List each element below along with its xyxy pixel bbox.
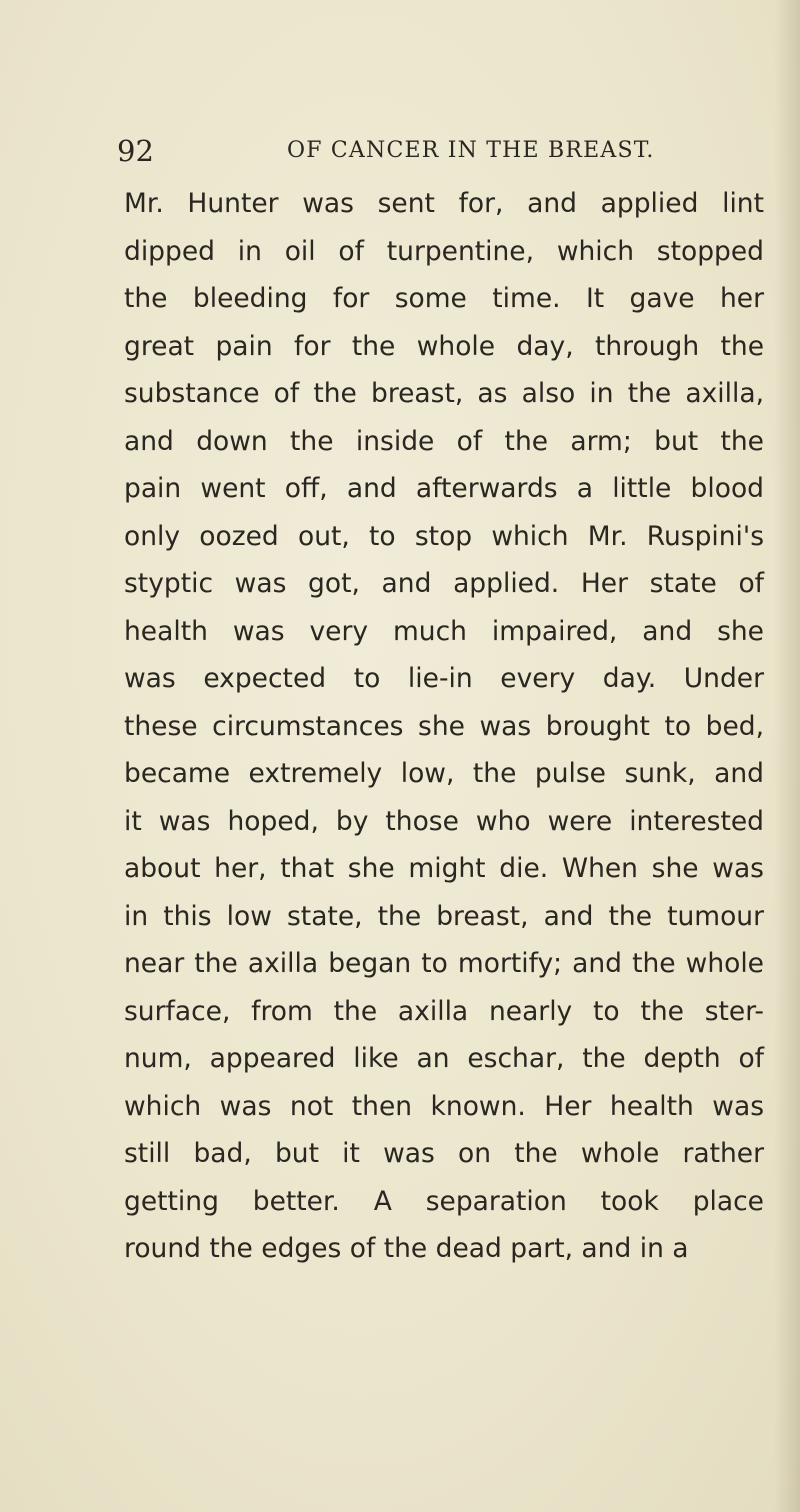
body-text	[124, 180, 764, 1273]
page-header	[115, 132, 675, 172]
text-line: health was very much impaired, and she	[124, 615, 764, 647]
text-line: near the axilla began to mortify; and the whole	[124, 948, 764, 979]
text-line: was expected to lie-in every day. Under	[124, 663, 764, 694]
text-line: substance of the breast, as also in the axilla,	[124, 378, 764, 409]
text-line: great pain for the whole day, through the	[124, 330, 764, 362]
text-line: Mr. Hunter was sent for, and applied lint	[124, 188, 764, 219]
text-line: which was not then known. Her health was	[124, 1090, 764, 1122]
running-head: OF CANCER IN THE BREAST.	[287, 138, 655, 163]
text-line: these circumstances she was brought to bed,	[124, 710, 764, 742]
text-line: round the edges of the dead part, and in a	[124, 1233, 689, 1264]
page-edge-shadow	[774, 0, 800, 1512]
text-line: still bad, but it was on the whole rather	[124, 1138, 764, 1169]
text-line: in this low state, the breast, and the tumour	[124, 900, 764, 932]
text-line: only oozed out, to stop which Mr. Ruspini's	[124, 520, 764, 552]
page-number: 92	[117, 134, 154, 168]
text-line: it was hoped, by those who were interested	[124, 805, 764, 837]
text-line: pain went off, and afterwards a little blood	[124, 473, 764, 504]
text-line: getting better. A separation took place	[124, 1185, 764, 1217]
text-line: and down the inside of the arm; but the	[124, 425, 764, 457]
text-line: about her, that she might die. When she was	[124, 853, 764, 884]
text-line: dipped in oil of turpentine, which stopped	[124, 235, 764, 267]
text-line: styptic was got, and applied. Her state of	[124, 568, 764, 599]
text-line: the bleeding for some time. It gave her	[124, 283, 764, 314]
text-line: became extremely low, the pulse sunk, and	[124, 758, 764, 789]
text-line: num, appeared like an eschar, the depth of	[124, 1043, 764, 1074]
text-line: surface, from the axilla nearly to the ster-	[124, 995, 764, 1027]
